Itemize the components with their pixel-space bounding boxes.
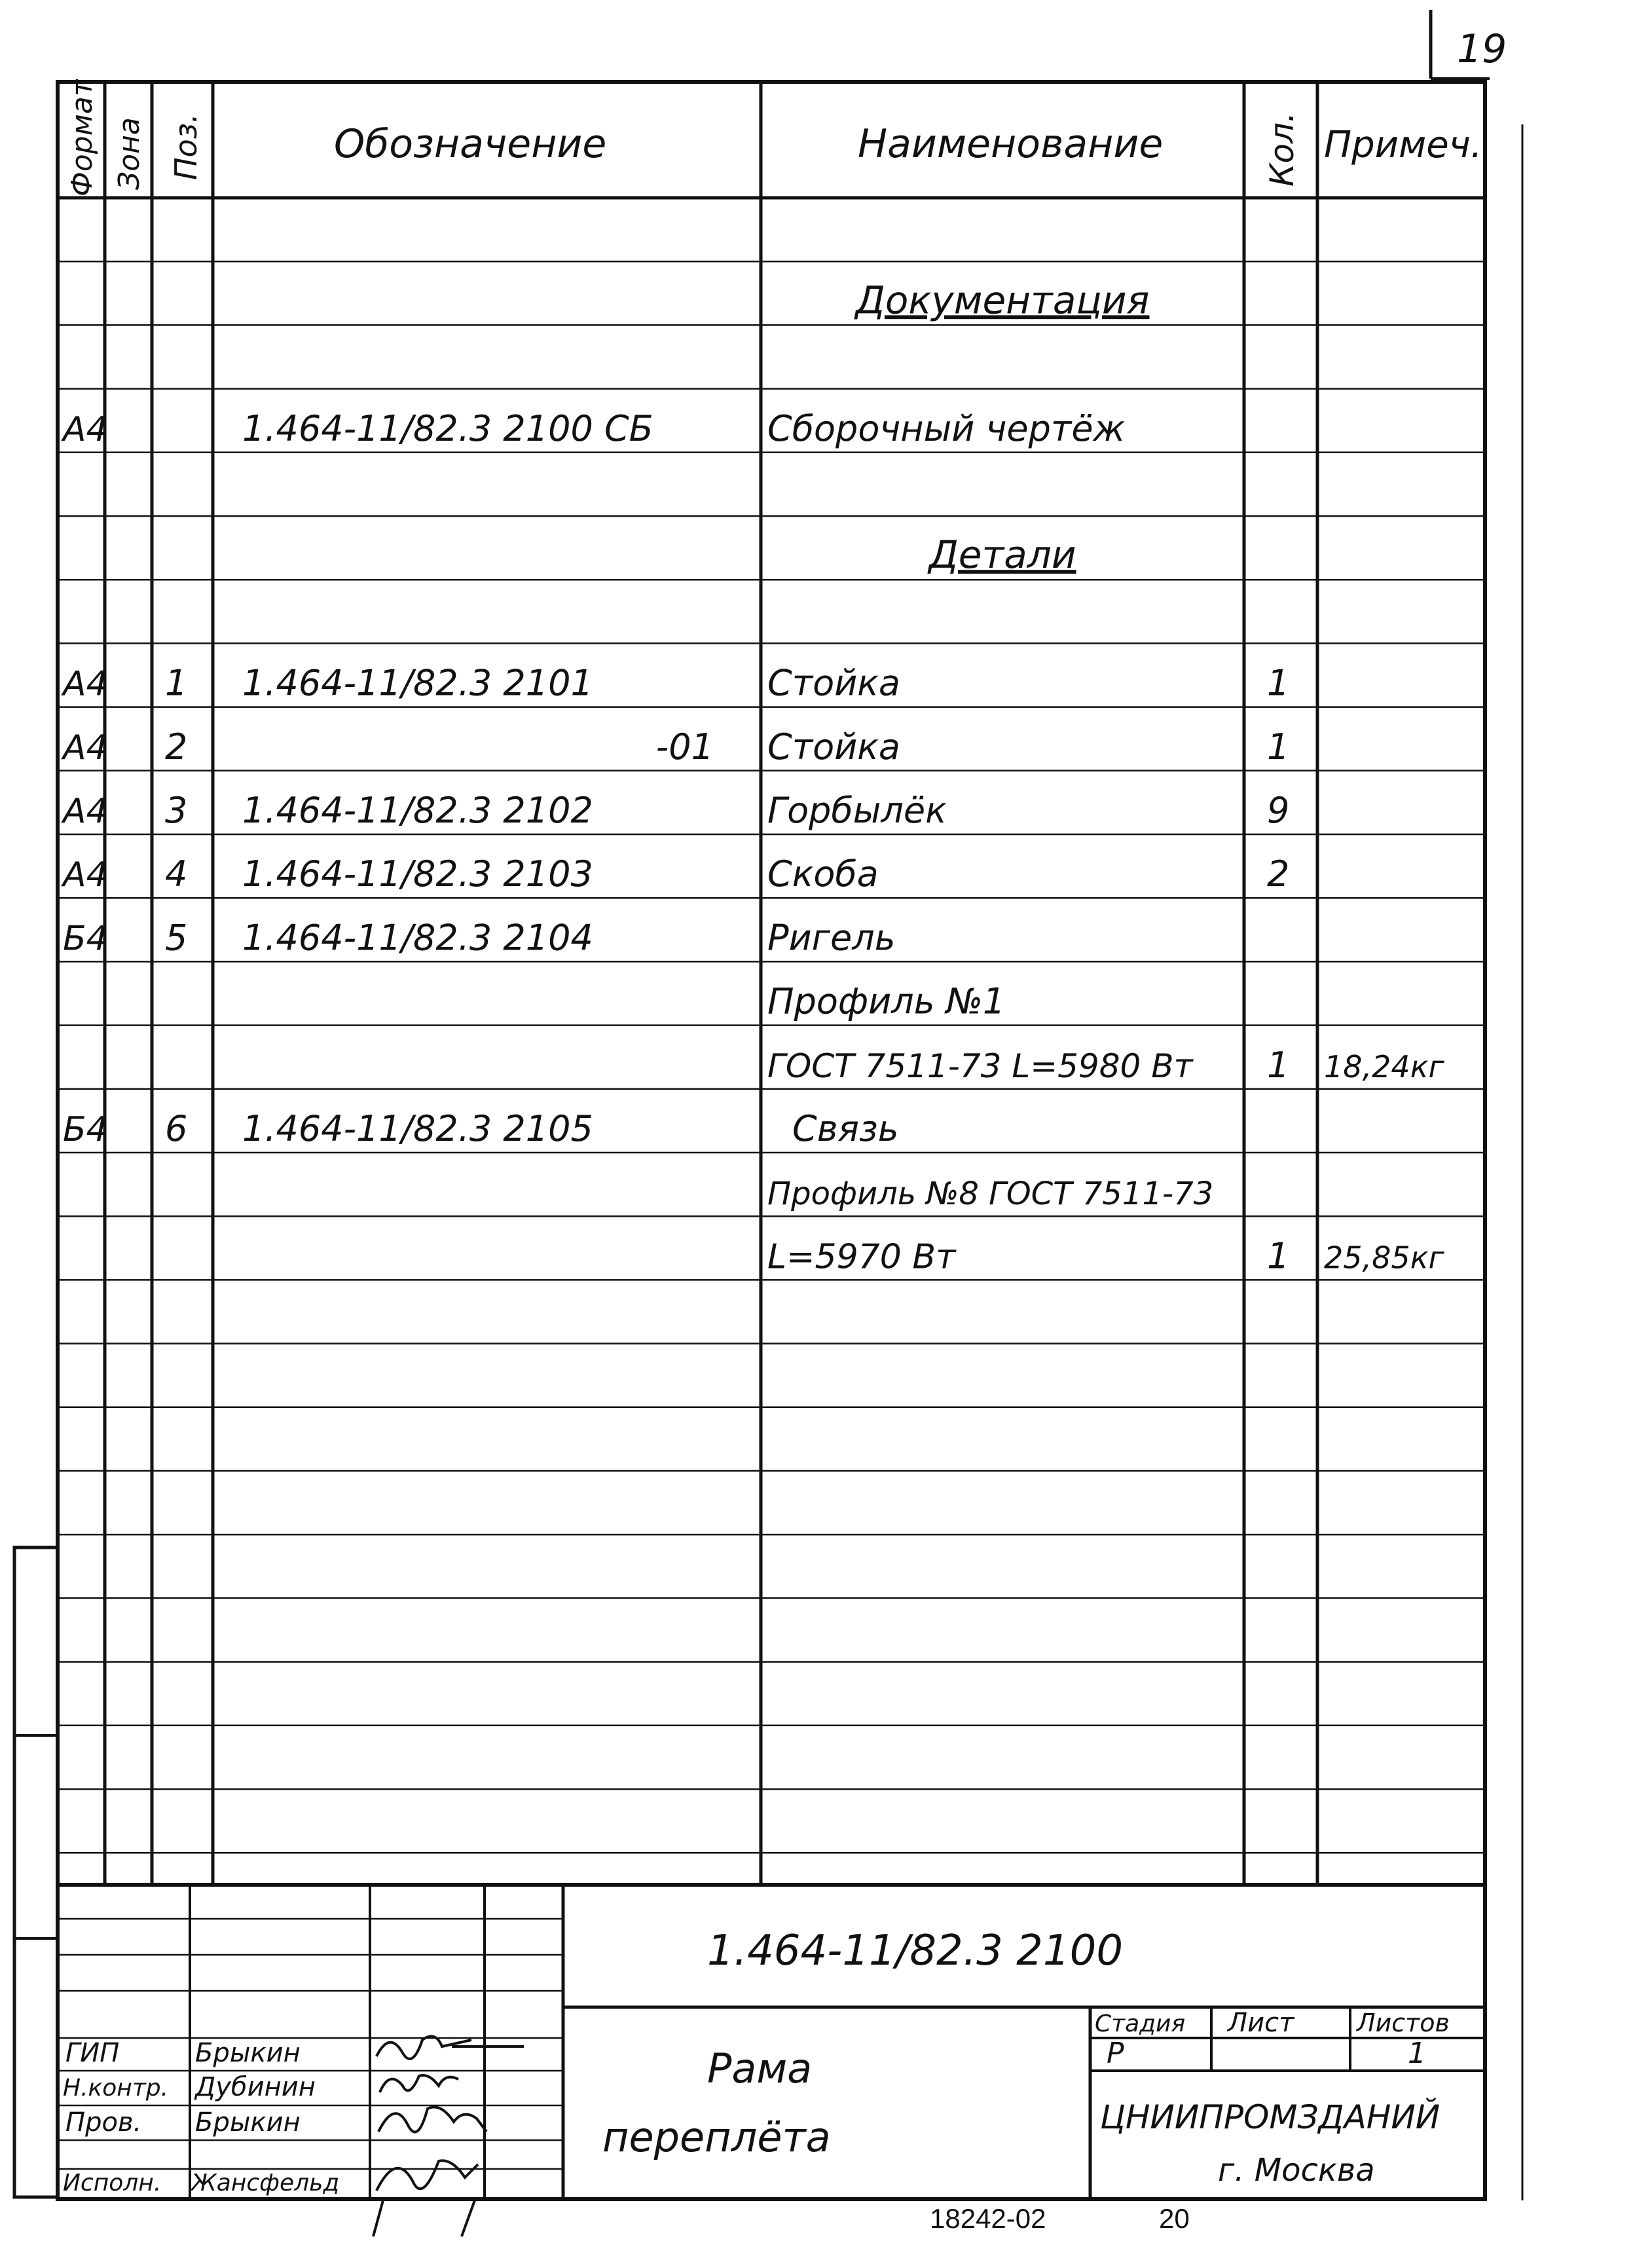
signer-role: Исполн. bbox=[63, 2170, 162, 2196]
sheets-value: 1 bbox=[1408, 2037, 1426, 2070]
sheets-label: Листов bbox=[1357, 2009, 1450, 2037]
sheet-label: Лист bbox=[1228, 2008, 1294, 2038]
row-qty: 1 bbox=[1267, 662, 1290, 704]
signer-role: Пров. bbox=[65, 2107, 142, 2138]
signer-name: Дубинин bbox=[195, 2072, 316, 2102]
city: г. Москва bbox=[1218, 2152, 1375, 2189]
row-name: Профиль №1 bbox=[767, 980, 1006, 1022]
title-block-text bbox=[63, 1927, 1450, 2196]
row-designation: 1.464-11/82.3 2104 bbox=[242, 917, 593, 959]
signer-name: Брыкин bbox=[195, 2038, 301, 2068]
row-name: ГОСТ 7511-73 L=5980 Вт bbox=[767, 1046, 1193, 1085]
footer bbox=[930, 2203, 1190, 2234]
sheet-number-box bbox=[1431, 10, 1507, 79]
row-designation: 1.464-11/82.3 2101 bbox=[242, 662, 593, 704]
signature-scribble bbox=[376, 2160, 478, 2191]
signature-scribble bbox=[378, 2107, 486, 2132]
row-qty: 1 bbox=[1267, 726, 1290, 768]
table-row bbox=[767, 981, 1005, 1022]
row-name: L=5970 Вт bbox=[767, 1237, 956, 1277]
table-header bbox=[65, 79, 1482, 196]
row-format: Б4 bbox=[63, 1110, 108, 1149]
row-pos: 1 bbox=[165, 662, 188, 704]
table-row bbox=[61, 853, 1289, 895]
row-name: Ригель bbox=[767, 917, 896, 959]
row-pos: 4 bbox=[165, 853, 188, 895]
header-format: Формат bbox=[65, 79, 99, 196]
table-row bbox=[63, 1108, 899, 1149]
row-name: Горбылёк bbox=[767, 790, 947, 831]
row-note: 18,24кг bbox=[1324, 1048, 1444, 1084]
table-row bbox=[61, 726, 1289, 768]
signer-name: Брыкин bbox=[195, 2107, 301, 2138]
row-format: А4 bbox=[63, 409, 108, 449]
row-format: А4 bbox=[63, 855, 108, 895]
drawing-title-line2: переплёта bbox=[602, 2113, 831, 2161]
table-row bbox=[61, 663, 1289, 704]
table-row bbox=[927, 532, 1076, 577]
header-qty: Кол. bbox=[1263, 112, 1301, 187]
organization: ЦНИИПРОМЗДАНИЙ bbox=[1100, 2098, 1441, 2136]
row-pos: 5 bbox=[165, 917, 188, 959]
header-designation: Обозначение bbox=[334, 121, 607, 167]
table-row bbox=[854, 278, 1150, 322]
header-zone: Зона bbox=[113, 117, 146, 190]
table-row bbox=[767, 1045, 1444, 1086]
page-number: 20 bbox=[1159, 2203, 1190, 2234]
document-code: 1.464-11/82.3 2100 bbox=[707, 1927, 1124, 1975]
header-pos: Поз. bbox=[168, 113, 204, 180]
row-pos: 3 bbox=[165, 790, 188, 831]
row-format: А4 bbox=[63, 792, 108, 831]
drawing-title-line1: Рама bbox=[707, 2045, 813, 2092]
table-row bbox=[61, 408, 1126, 449]
archive-number: 18242-02 bbox=[930, 2203, 1046, 2234]
row-designation: 1.464-11/82.3 2102 bbox=[242, 790, 593, 831]
row-designation: 1.464-11/82.3 2100 СБ bbox=[242, 407, 653, 449]
sheet-number: 19 bbox=[1457, 26, 1507, 72]
table-row bbox=[767, 1235, 1444, 1276]
row-name: Детали bbox=[928, 532, 1076, 578]
signatures bbox=[373, 2036, 524, 2236]
signer-role: ГИП bbox=[65, 2038, 120, 2068]
row-qty: 1 bbox=[1267, 1235, 1290, 1277]
row-name: Профиль №8 ГОСТ 7511-73 bbox=[767, 1176, 1214, 1213]
signature-scribble bbox=[380, 2075, 458, 2092]
row-name: Стойка bbox=[767, 662, 901, 704]
stage-value: Р bbox=[1107, 2037, 1124, 2070]
signature-scribble bbox=[373, 2200, 475, 2236]
signer-name: Жансфельд bbox=[191, 2170, 340, 2196]
row-name: Сборочный чертёж bbox=[767, 407, 1126, 449]
row-format: А4 bbox=[63, 728, 108, 768]
row-qty: 9 bbox=[1267, 790, 1290, 831]
row-name: Стойка bbox=[767, 726, 901, 768]
spec-rows bbox=[61, 278, 1444, 1276]
table-row bbox=[63, 917, 896, 958]
row-designation: -01 bbox=[655, 726, 714, 768]
row-pos: 6 bbox=[165, 1108, 188, 1149]
row-designation: 1.464-11/82.3 2105 bbox=[242, 1108, 593, 1149]
row-note: 25,85кг bbox=[1324, 1240, 1444, 1276]
table-row bbox=[61, 790, 1289, 831]
row-name: Скоба bbox=[767, 853, 879, 895]
row-qty: 2 bbox=[1267, 853, 1290, 895]
row-pos: 2 bbox=[165, 726, 188, 768]
row-format: Б4 bbox=[63, 919, 108, 959]
row-format: А4 bbox=[63, 664, 108, 704]
binding-strip bbox=[14, 1547, 58, 2197]
row-qty: 1 bbox=[1267, 1044, 1290, 1086]
table-row bbox=[767, 1176, 1213, 1212]
header-name: Наименование bbox=[858, 121, 1164, 167]
signature-scribble bbox=[376, 2036, 524, 2059]
stage-label: Стадия bbox=[1095, 2010, 1186, 2037]
row-name: Документация bbox=[855, 278, 1150, 323]
signer-role: Н.контр. bbox=[63, 2075, 169, 2102]
header-note: Примеч. bbox=[1324, 124, 1482, 166]
row-name: Связь bbox=[792, 1108, 899, 1149]
row-designation: 1.464-11/82.3 2103 bbox=[242, 853, 593, 895]
